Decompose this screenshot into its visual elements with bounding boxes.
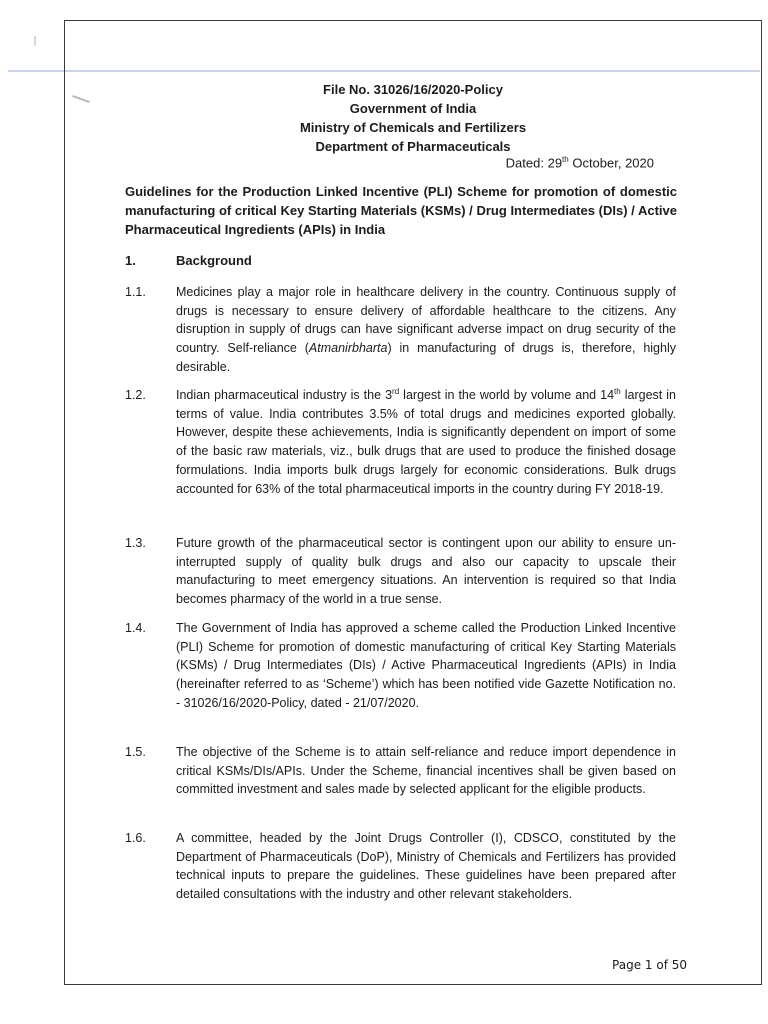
paragraph-1-4: [125, 619, 676, 713]
paragraph-text: Future growth of the pharmaceutical sector is contingent upon our ability to ensure un-interrupted supply of quality bulk drugs and also our capacity to upscale their manufacturing to meet emergency situations. An intervention is required so that India becomes pharmacy of the world in a true sense.: [176, 536, 676, 607]
document-header: [64, 80, 762, 156]
paragraph-number: 1.5.: [125, 745, 146, 759]
paragraph-number: 1.1.: [125, 285, 146, 299]
paragraph-text: Indian pharmaceutical industry is the 3rd largest in the world by volume and 14th largest in terms of value. India contributes 3.5% of total drugs and medicines exported globally. However, despite these achievements, India is significantly dependent on import of some of the basic raw materials, viz., bulk drugs that are used to produce the finished dosage formulations. India imports bulk drugs largely for economic considerations. Bulk drugs accounted for 63% of the total pharmaceutical imports in the country during FY 2018-19.: [176, 386, 676, 496]
government-name: Government of India: [349, 101, 477, 116]
ministry-name: Ministry of Chemicals and Fertilizers: [299, 120, 527, 135]
section-number: 1.: [125, 253, 136, 268]
section-title: Background: [176, 253, 252, 268]
paragraph-1-2: [125, 386, 676, 498]
paragraph-number: 1.3.: [125, 536, 146, 550]
paragraph-text: A committee, headed by the Joint Drugs Controller (I), CDSCO, constituted by the Department of Pharmaceuticals (DoP), Ministry of Chemicals and Fertilizers has provided technical inputs to prepare the guidelines. These guidelines have been prepared after detailed consultations with the industry and other relevant stakeholders.: [176, 831, 676, 902]
paragraph-1-3: [125, 534, 676, 609]
paragraph-1-1: [125, 283, 676, 377]
document-title: Guidelines for the Production Linked Incentive (PLI) Scheme for promotion of domestic manufacturing of critical Key Starting Materials (KSMs) / Drug Intermediates (DIs) / Active Pharmaceutical Ingredients (APIs) in India: [125, 184, 677, 237]
paragraph-number: 1.2.: [125, 388, 146, 402]
paragraph-1-5: [125, 743, 676, 799]
paragraph-1-6: [125, 829, 676, 904]
scan-artifact-mark: [34, 36, 36, 46]
document-date: Dated: 29th October, 2020: [505, 155, 654, 171]
paragraph-number: 1.4.: [125, 621, 146, 635]
file-number: File No. 31026/16/2020-Policy: [323, 82, 503, 97]
paragraph-number: 1.6.: [125, 831, 146, 845]
section-heading: [125, 253, 252, 268]
paragraph-text: Medicines play a major role in healthcare delivery in the country. Continuous supply of drugs is necessary to ensure delivery of affordable healthcare to the citizens. Any disruption in supply of drugs can have significant adverse impact on drug security of the country. Self-reliance (Atmanirbharta) in manufacturing of drugs is, therefore, highly desirable.: [176, 285, 676, 374]
department-name: Department of Pharmaceuticals: [315, 139, 511, 154]
page-number: Page 1 of 50: [612, 958, 687, 972]
paragraph-text: The objective of the Scheme is to attain self-reliance and reduce import dependence in critical KSMs/DIs/APIs. Under the Scheme, financial incentives shall be given based on committed investment and sales made by selected applicant for the eligible products.: [176, 745, 676, 797]
paragraph-text: The Government of India has approved a scheme called the Production Linked Incentive (PLI) Scheme for promotion of domestic manufacturing of critical Key Starting Materials (KSMs) / Drug Intermediates (DIs) / Active Pharmaceutical Ingredients (APIs) in India (hereinafter referred to as ‘Scheme’) which has been notified vide Gazette Notification no. - 31026/16/2020-Policy, dated - 21/07/2020.: [176, 621, 676, 710]
